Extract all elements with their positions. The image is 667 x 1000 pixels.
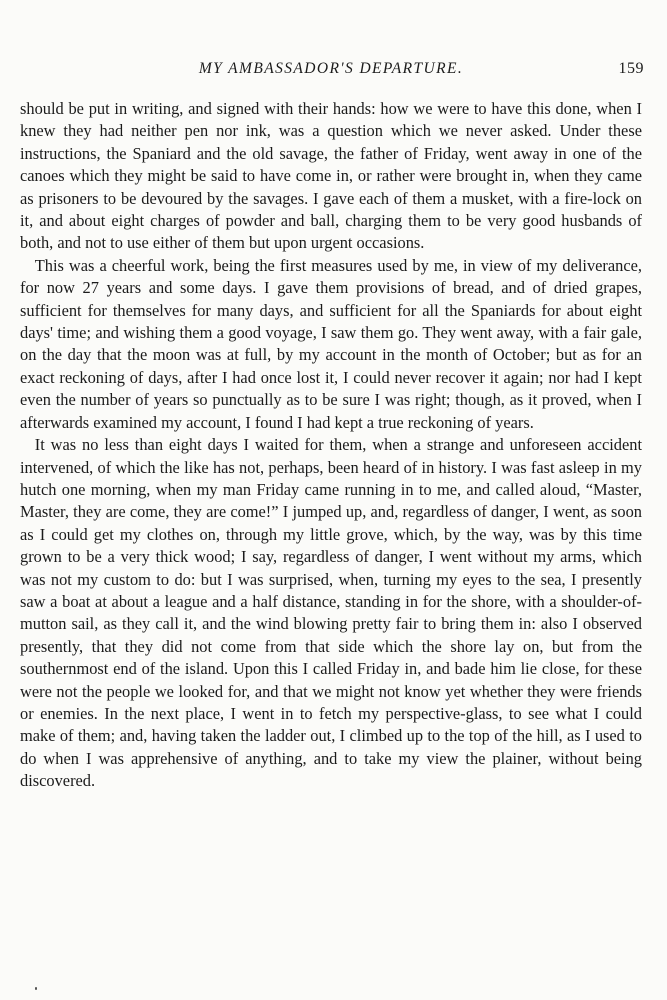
paragraph-2: This was a cheerful work, being the first measures used by me, in view of my deliverance, for now 27 years and some days. I gave them provisions of bread, and of dried grapes, sufficient for themselves for many days, and sufficient for all the Spaniards for about eight days' time; and wishing them a good voyage, I saw them go. They went away, with a fair gale, on the day that the moon was at full, by my account in the month of October; but as for an exact reckoning of days, after I had once lost it, I could never recover it again; nor had I kept even the number of years so punctually as to be sure I was right; though, as it proved, when I afterwards examined my account, I found I had kept a true reckoning of years. [20,255,642,432]
page-number: 159 [618,60,644,77]
running-title: MY AMBASSADOR'S DEPARTURE. [198,60,464,77]
running-head [18,60,644,82]
paragraph-3: It was no less than eight days I waited for them, when a strange and unforeseen accident intervened, of which the like has not, perhaps, been heard of in history. I was fast asleep in my hutch one morning, when my man Friday came running in to me, and called aloud, “Master, Master, they are come, they are come!” I jumped up, and, regardless of danger, I went, as soon as I could get my clothes on, through my little grove, which, by the way, was by this time grown to be a very thick wood; I say, regardless of danger, I went without my arms, which was not my custom to do: but I was surprised, when, turning my eyes to the sea, I presently saw a boat at about a league and a half distance, standing in for the shore, with a shoulder-of-mutton sail, as they call it, and the wind blowing pretty fair to bring them in: also I observed presently, that they did not come from that side which the shore lay on, but from the southernmost end of the island. Upon this I called Friday in, and bade him lie close, for these were not the people we looked for, and that we might not know yet whether they were friends or enemies. In the next place, I went in to fetch my perspective-glass, to see what I could make of them; and, having taken the ladder out, I climbed up to the top of the hill, as I used to do when I was apprehensive of anything, and to take my view the plainer, without being discovered. [20,435,642,791]
scan-speck [35,987,37,990]
body-text [20,98,642,793]
paragraph-1: should be put in writing, and signed with their hands: how we were to have this done, when I knew they had neither pen nor ink, was a question which we never asked. Under these instructions, the Spaniard and the old savage, the father of Friday, went away in one of the canoes which they might be said to have come in, or rather were brought in, when they came as prisoners to be devoured by the savages. I gave each of them a musket, with a fire-lock on it, and about eight charges of powder and ball, charging them to be very good husbands of both, and not to use either of them but upon urgent occasions. [20,99,642,253]
